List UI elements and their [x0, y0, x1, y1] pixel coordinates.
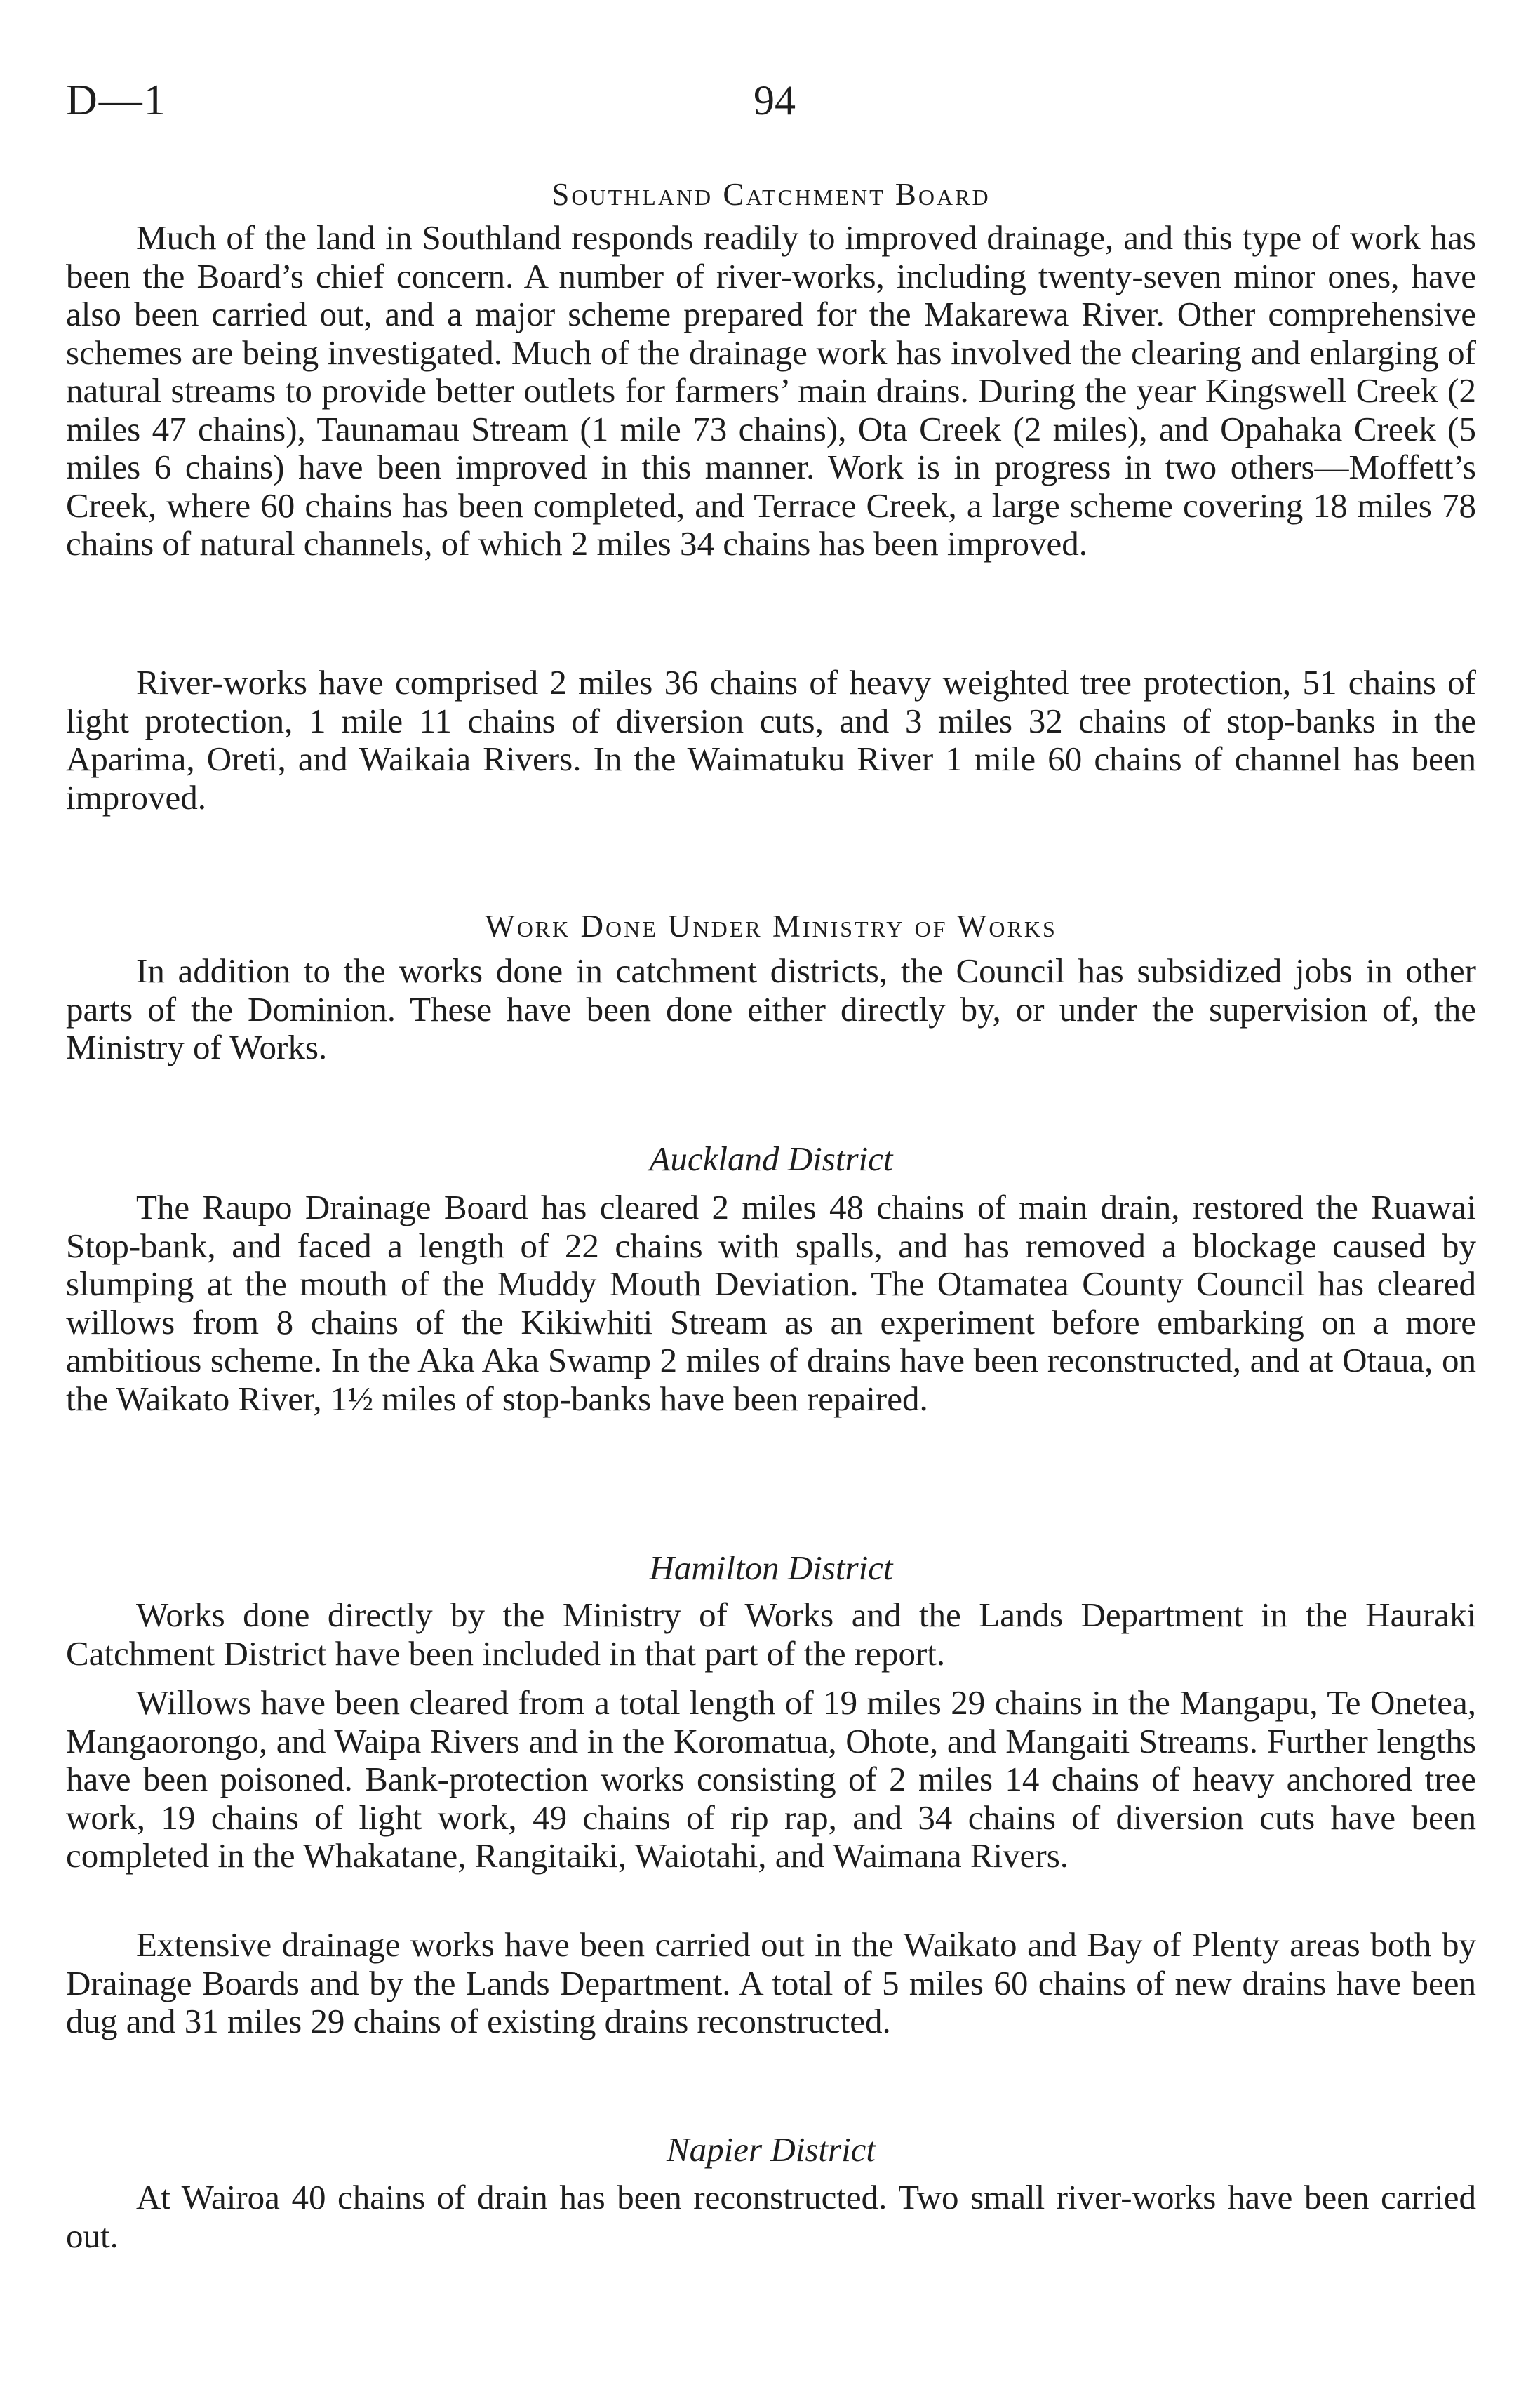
running-head	[66, 76, 1483, 125]
district-heading-auckland: Auckland District	[649, 1139, 893, 1178]
district-heading-napier: Napier District	[666, 2130, 876, 2169]
paragraph-ministry-1: In addition to the works done in catchment districts, the Council has subsidized jobs in other parts of the Dominion. These have been done either directly by, or under the supervision of, the Ministry of Works.	[66, 951, 1476, 1066]
section-heading-ministry: Work Done Under Ministry of Works	[485, 909, 1057, 944]
section-heading-southland: Southland Catchment Board	[551, 177, 991, 212]
paragraph-hamilton-3: Extensive drainage works have been carried out in the Waikato and Bay of Plenty areas both by Drainage Boards and by the Lands Department. A total of 5 miles 60 chains of new drains have been dug and 31 miles 29 chains of existing drains reconstructed.	[66, 1925, 1476, 2040]
paragraph-southland-1: Much of the land in Southland responds readily to improved drainage, and this type of work has been the Board’s chief concern. A number of river-works, including twenty-seven minor ones, have also been carried out, and a major scheme prepared for the Makarewa River. Other comprehensive schemes are being investigated. Much of the drainage work has involved the clearing and enlarging of natural streams to provide better outlets for farmers’ main drains. During the year Kingswell Creek (2 miles 47 chains), Taunamau Stream (1 mile 73 chains), Ota Creek (2 miles), and Opahaka Creek (5 miles 6 chains) have been improved in this manner. Work is in progress in two others—Moffett’s Creek, where 60 chains has been completed, and Terrace Creek, a large scheme covering 18 miles 78 chains of natural channels, of which 2 miles 34 chains has been improved.	[66, 218, 1476, 563]
paragraph-southland-2: River-works have comprised 2 miles 36 chains of heavy weighted tree protection, 51 chains of light protection, 1 mile 11 chains of diversion cuts, and 3 miles 32 chains of stop-banks in the Aparima, Oreti, and Waikaia Rivers. In the Waimatuku River 1 mile 60 chains of channel has been improved.	[66, 663, 1476, 817]
paragraph-hamilton-1: Works done directly by the Ministry of Works and the Lands Department in the Hauraki Catchment District have been included in that part of the report.	[66, 1596, 1476, 1673]
document-code: D—1	[66, 76, 167, 124]
page-number: 94	[754, 77, 796, 123]
district-heading-hamilton: Hamilton District	[649, 1549, 893, 1587]
paragraph-hamilton-2: Willows have been cleared from a total length of 19 miles 29 chains in the Mangapu, Te Onetea, Mangaorongo, and Waipa Rivers and in the Koromatua, Ohote, and Mangaiti Streams. Further lengths have been poisoned. Bank-protection works consisting of 2 miles 14 chains of heavy anchored tree work, 19 chains of light work, 49 chains of rip rap, and 34 chains of diversion cuts have been completed in the Whakatane, Rangitaiki, Waiotahi, and Waimana Rivers.	[66, 1683, 1476, 1875]
paragraph-napier-1: At Wairoa 40 chains of drain has been reconstructed. Two small river-works have been carried out.	[66, 2178, 1476, 2255]
paragraph-auckland-1: The Raupo Drainage Board has cleared 2 miles 48 chains of main drain, restored the Ruawai Stop-bank, and faced a length of 22 chains with spalls, and has removed a blockage caused by slumping at the mouth of the Muddy Mouth Deviation. The Otamatea County Council has cleared willows from 8 chains of the Kikiwhiti Stream as an experiment before embarking on a more ambitious scheme. In the Aka Aka Swamp 2 miles of drains have been reconstructed, and at Otaua, on the Waikato River, 1½ miles of stop-banks have been repaired.	[66, 1188, 1476, 1418]
